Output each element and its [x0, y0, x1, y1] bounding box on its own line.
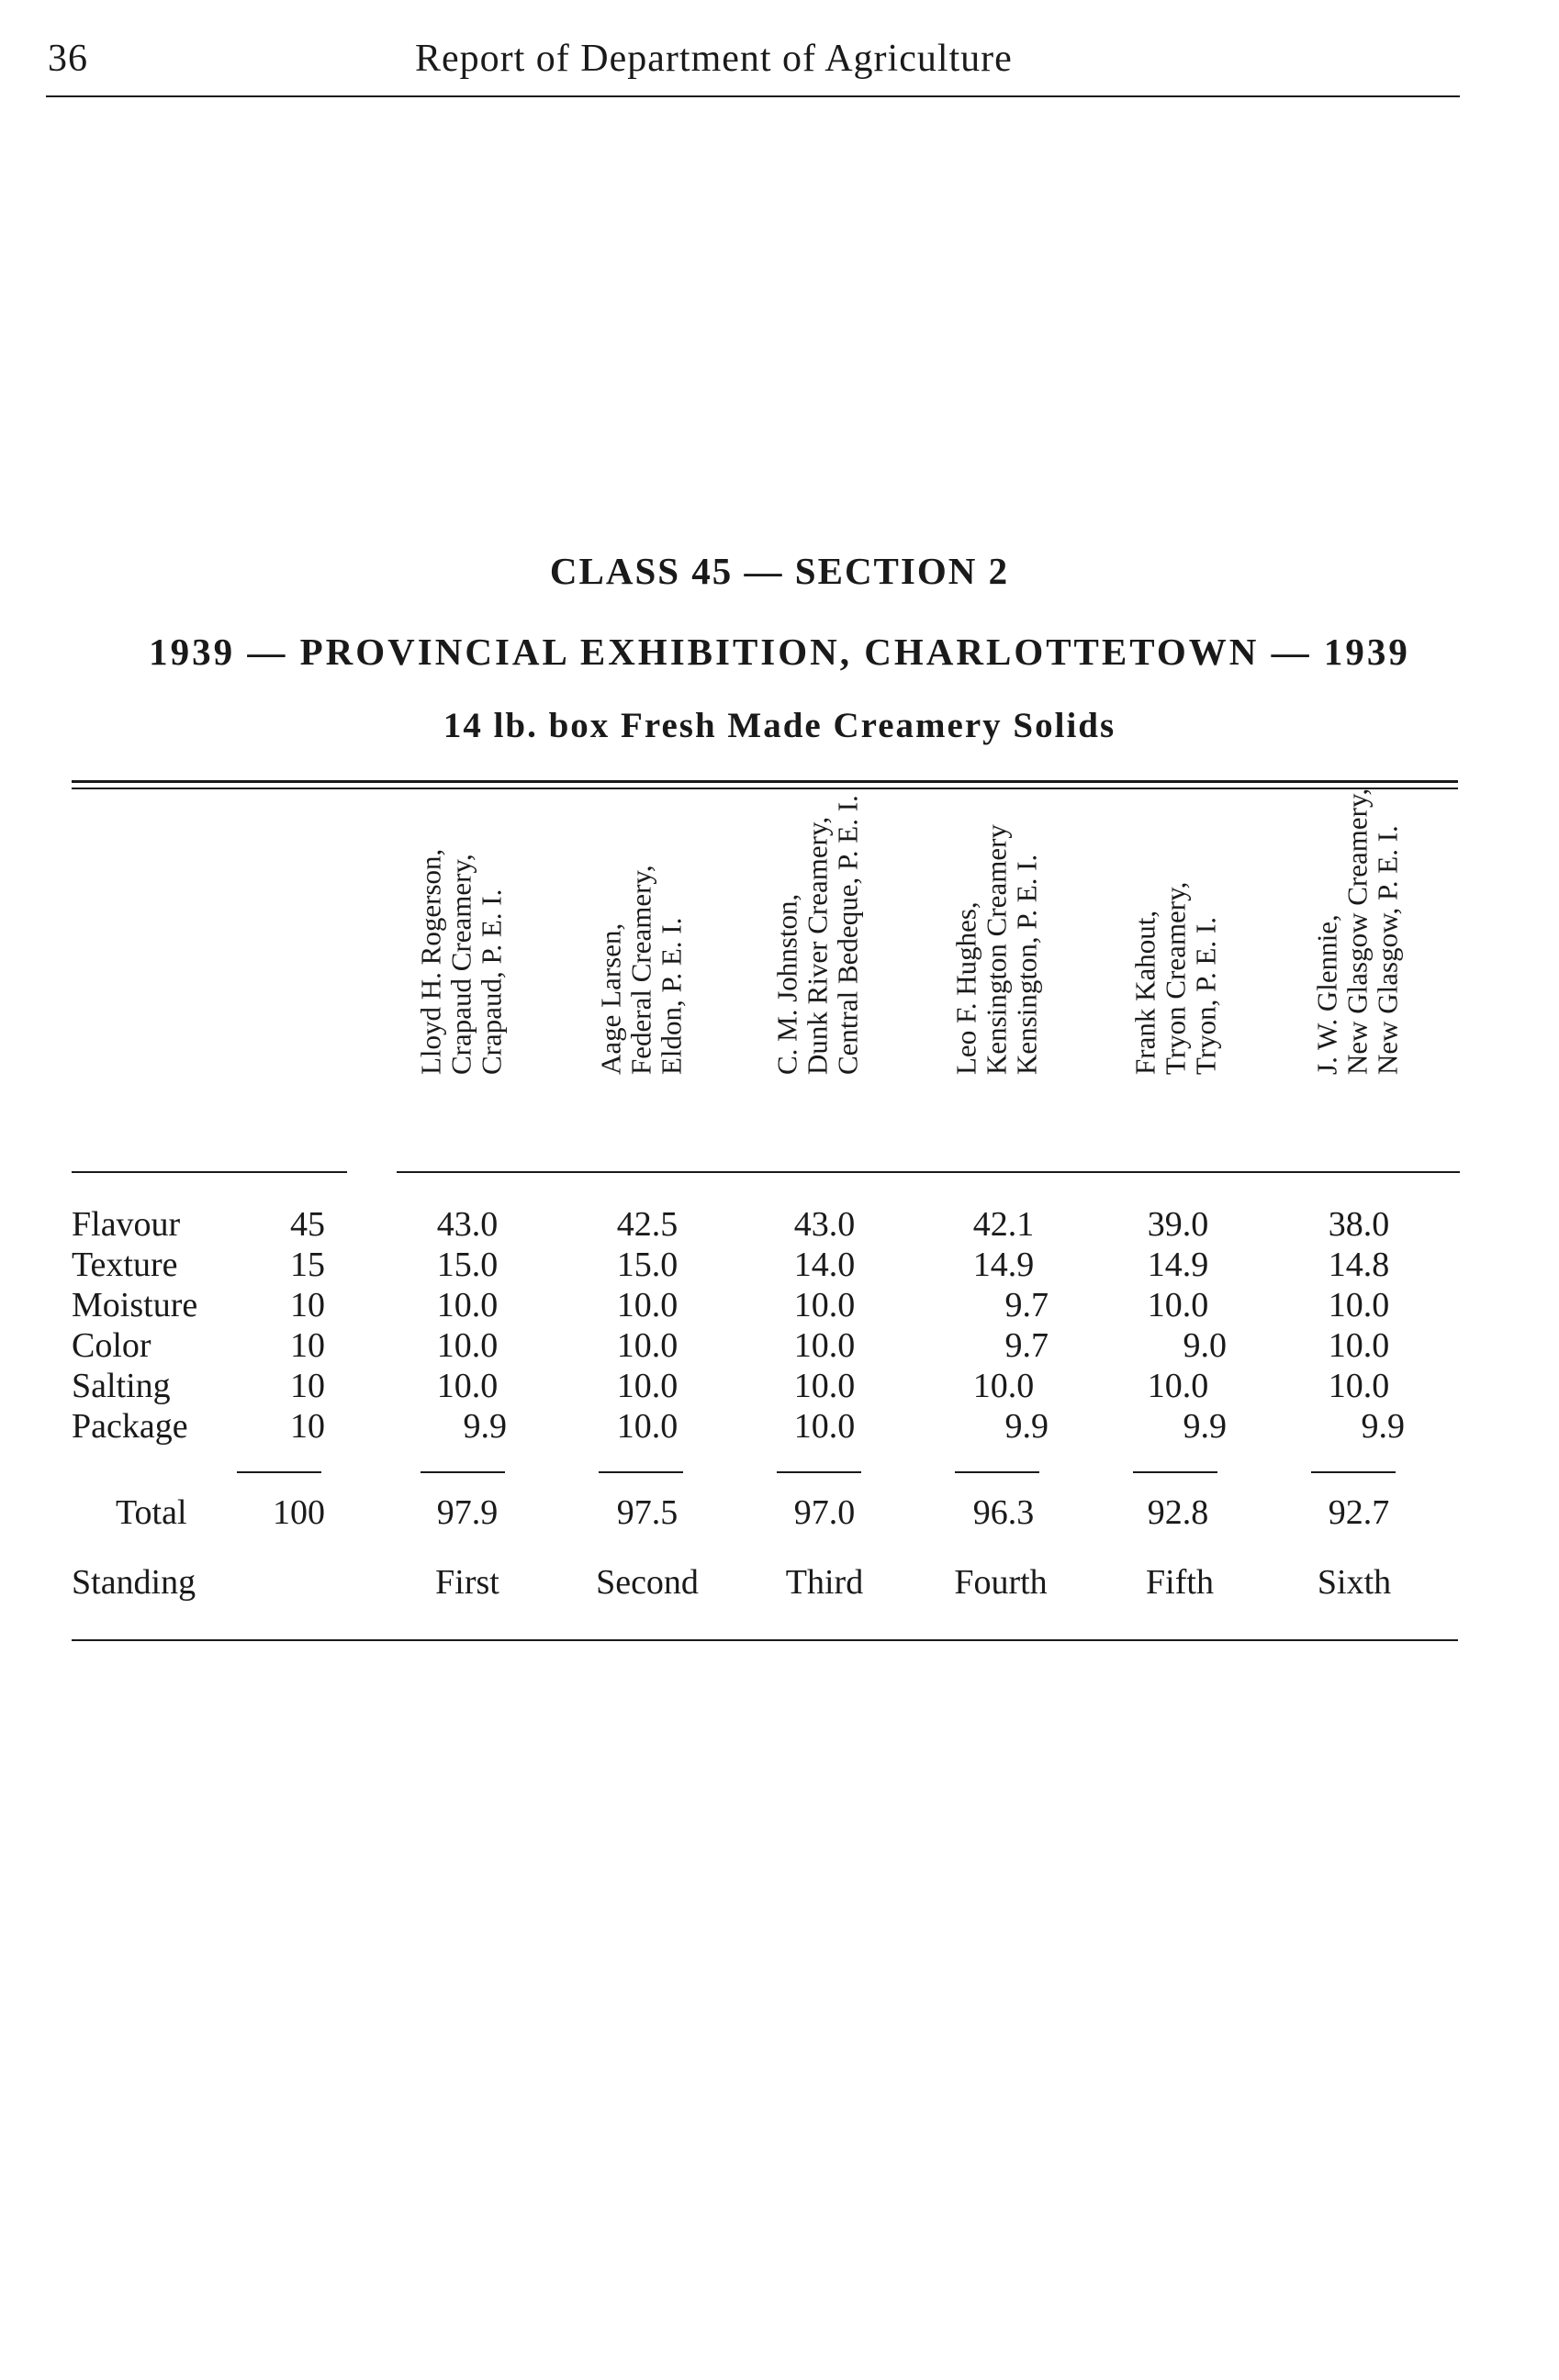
product-title: 14 lb. box Fresh Made Creamery Solids — [443, 706, 1116, 745]
exhibitor-creamery: Dunk River Creamery, — [801, 816, 834, 1075]
score-cell: 10.0 — [1147, 1286, 1209, 1324]
standing-cell: First — [435, 1563, 499, 1602]
score-cell: 10.0 — [436, 1326, 499, 1365]
exhibitor-header-4 — [950, 778, 1042, 1166]
score-cell: 14.9 — [1147, 1246, 1209, 1284]
score-cell: 10.0 — [436, 1367, 499, 1405]
standing-cell: Fifth — [1146, 1563, 1214, 1602]
exhibitor-creamery: New Glasgow Creamery, — [1340, 788, 1374, 1075]
max-points: 45 — [290, 1205, 325, 1244]
exhibitor-name: Leo F. Hughes, — [949, 901, 982, 1075]
criterion-label: Package — [72, 1407, 188, 1446]
score-cell: 38.0 — [1328, 1205, 1390, 1244]
exhibitor-name: Aage Larsen, — [594, 922, 627, 1075]
exhibitor-header-6 — [1311, 778, 1403, 1166]
exhibitor-name: C. M. Johnston, — [770, 893, 803, 1075]
total-rule — [421, 1471, 505, 1473]
criterion-label: Moisture — [72, 1286, 198, 1324]
table-bottom-rule — [72, 1639, 1458, 1641]
criterion-label: Color — [72, 1326, 151, 1365]
score-cell: 10.0 — [616, 1367, 679, 1405]
score-cell: 10.0 — [1147, 1367, 1209, 1405]
score-cell: 9.9 — [463, 1407, 507, 1446]
score-cell: 10.0 — [793, 1326, 856, 1365]
total-rule — [1133, 1471, 1217, 1473]
exhibitor-place: Central Bedeque, P. E. I. — [831, 795, 864, 1075]
standing-label: Standing — [72, 1563, 196, 1602]
score-cell: 10.0 — [1328, 1286, 1390, 1324]
score-cell: 14.8 — [1328, 1246, 1390, 1284]
score-cell: 9.7 — [1004, 1326, 1049, 1365]
max-points: 15 — [290, 1246, 325, 1284]
exhibitor-header-1 — [415, 778, 507, 1166]
score-cell: 10.0 — [616, 1407, 679, 1446]
total-cell: 96.3 — [972, 1493, 1035, 1532]
total-cell: 92.8 — [1147, 1493, 1209, 1532]
score-cell: 39.0 — [1147, 1205, 1209, 1244]
exhibitor-creamery: Kensington Creamery — [980, 824, 1013, 1075]
exhibitor-header-3 — [771, 778, 863, 1166]
score-cell: 42.5 — [616, 1205, 679, 1244]
standing-cell: Fourth — [954, 1563, 1048, 1602]
score-cell: 10.0 — [793, 1407, 856, 1446]
score-cell: 10.0 — [1328, 1326, 1390, 1365]
exhibitor-place: Crapaud, P. E. I. — [475, 888, 508, 1075]
exhibitor-creamery: Tryon Creamery, — [1159, 881, 1192, 1075]
class-title: CLASS 45 — SECTION 2 — [549, 550, 1010, 592]
score-cell: 10.0 — [972, 1367, 1035, 1405]
score-cell: 10.0 — [616, 1286, 679, 1324]
score-cell: 10.0 — [616, 1326, 679, 1365]
total-cell: 92.7 — [1328, 1493, 1390, 1532]
exhibitor-place: Kensington, P. E. I. — [1010, 854, 1043, 1075]
score-cell: 15.0 — [436, 1246, 499, 1284]
exhibitor-header-5 — [1129, 778, 1221, 1166]
criterion-label: Flavour — [72, 1205, 181, 1244]
total-cell: 97.9 — [436, 1493, 499, 1532]
total-rule — [777, 1471, 861, 1473]
score-cell: 14.0 — [793, 1246, 856, 1284]
score-cell: 14.9 — [972, 1246, 1035, 1284]
score-cell: 9.0 — [1183, 1326, 1227, 1365]
max-points: 10 — [290, 1367, 325, 1405]
exhibitor-place: Eldon, P. E. I. — [655, 917, 688, 1075]
score-cell: 10.0 — [436, 1286, 499, 1324]
exhibitor-header-2 — [595, 778, 687, 1166]
standing-cell: Second — [596, 1563, 699, 1602]
score-cell: 9.9 — [1361, 1407, 1405, 1446]
exhibitor-name: Lloyd H. Rogerson, — [414, 848, 447, 1075]
header-bottom-rule-left — [72, 1171, 347, 1173]
score-cell: 10.0 — [793, 1367, 856, 1405]
total-max: 100 — [273, 1493, 325, 1532]
max-points: 10 — [290, 1326, 325, 1365]
total-label: Total — [116, 1493, 187, 1532]
header-rule — [46, 95, 1460, 97]
total-cell: 97.0 — [793, 1493, 856, 1532]
total-rule — [237, 1471, 321, 1473]
score-cell: 9.7 — [1004, 1286, 1049, 1324]
score-cell: 43.0 — [436, 1205, 499, 1244]
page-number: 36 — [48, 38, 88, 80]
criterion-label: Salting — [72, 1367, 171, 1405]
total-rule — [955, 1471, 1039, 1473]
score-cell: 15.0 — [616, 1246, 679, 1284]
total-rule — [1311, 1471, 1396, 1473]
exhibition-title: 1939 — PROVINCIAL EXHIBITION, CHARLOTTETOWN — 1939 — [149, 631, 1410, 673]
max-points: 10 — [290, 1407, 325, 1446]
score-cell: 9.9 — [1004, 1407, 1049, 1446]
score-cell: 42.1 — [972, 1205, 1035, 1244]
running-title: Report of Department of Agriculture — [415, 38, 1013, 80]
table-top-rule-2 — [72, 788, 1458, 789]
header-bottom-rule — [397, 1171, 1460, 1173]
standing-cell: Sixth — [1317, 1563, 1392, 1602]
criterion-label: Texture — [72, 1246, 178, 1284]
standing-cell: Third — [785, 1563, 864, 1602]
exhibitor-place: Tryon, P. E. I. — [1189, 917, 1222, 1075]
score-cell: 9.9 — [1183, 1407, 1227, 1446]
total-rule — [599, 1471, 683, 1473]
exhibitor-place: New Glasgow, P. E. I. — [1371, 825, 1404, 1075]
exhibitor-creamery: Crapaud Creamery, — [444, 854, 477, 1075]
score-cell: 10.0 — [793, 1286, 856, 1324]
exhibitor-name: J. W. Glennie, — [1310, 914, 1343, 1075]
max-points: 10 — [290, 1286, 325, 1324]
total-cell: 97.5 — [616, 1493, 679, 1532]
table-top-rule — [72, 780, 1458, 783]
exhibitor-creamery: Federal Creamery, — [624, 865, 657, 1075]
exhibitor-name: Frank Kahout, — [1128, 910, 1161, 1075]
score-cell: 43.0 — [793, 1205, 856, 1244]
score-cell: 10.0 — [1328, 1367, 1390, 1405]
